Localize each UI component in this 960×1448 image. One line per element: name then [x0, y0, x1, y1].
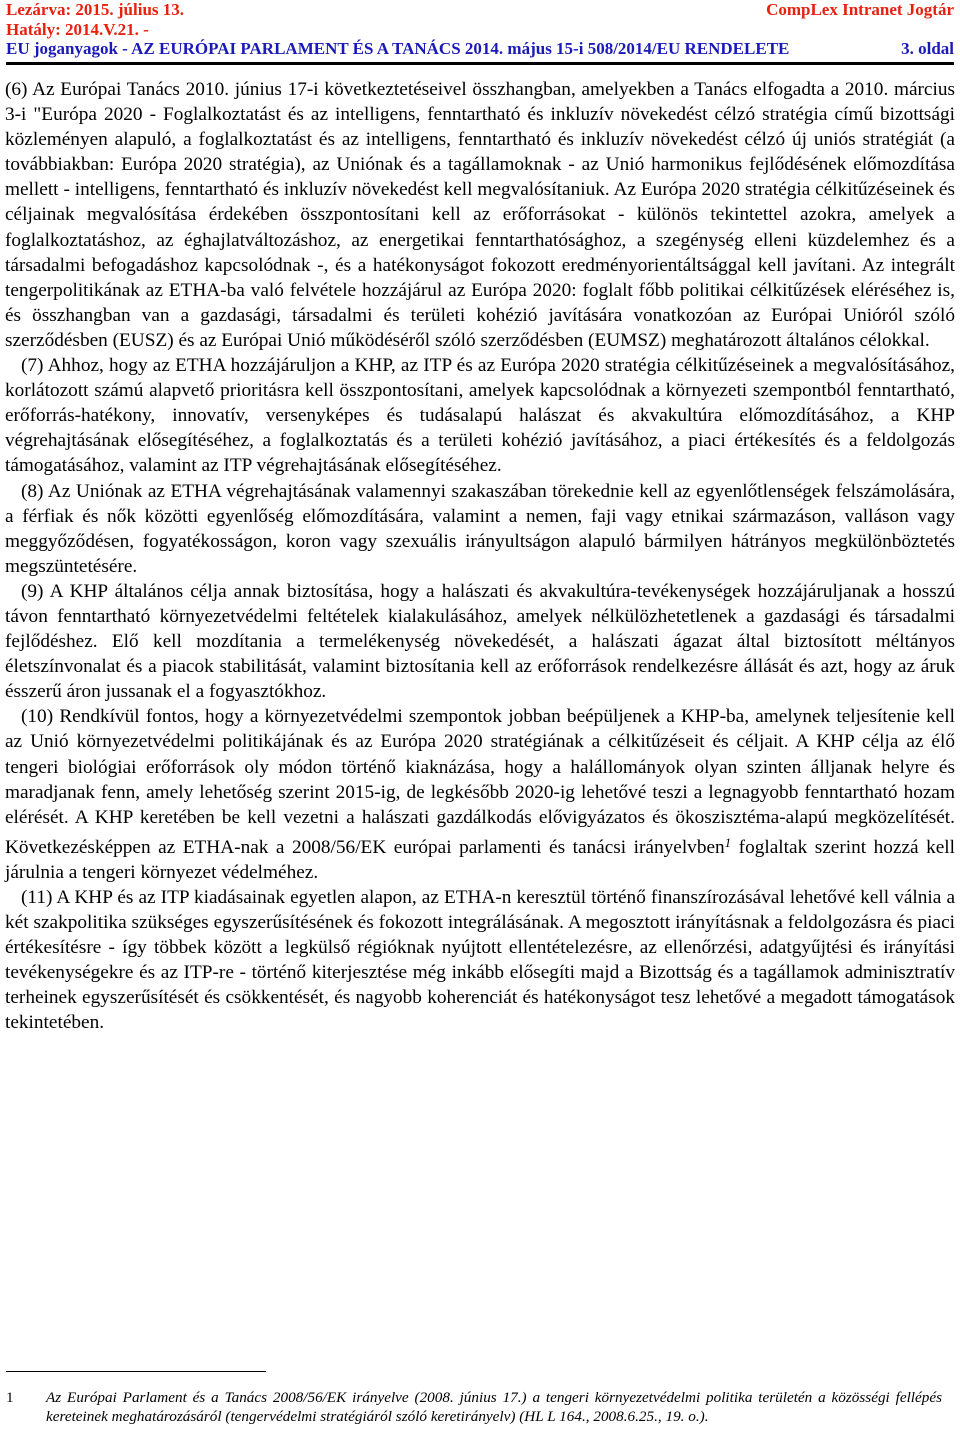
document-title: EU joganyagok - AZ EURÓPAI PARLAMENT ÉS A TANÁCS 2014. május 15-i 508/2014/EU RENDELETE: [6, 39, 790, 58]
header-divider: [6, 62, 954, 65]
paragraph-10: [5, 704, 955, 885]
page-number: 3. oldal: [901, 39, 954, 58]
paragraph-7: (7) Ahhoz, hogy az ETHA hozzájáruljon a KHP, az ITP és az Európa 2020 stratégia célkitűzéseinek a megvalósításához, korlátozott számú alapvető prioritásra kell összpontosítani, amelyek kapcsolódnak a környezeti szempontból fenntartható, erőforrás-hatékony, innovatív, versenyképes és tudásalapú halászat és akvakultúra előmozdításához, a KHP végrehajtásának elősegítéséhez, a foglalkoztatás és a területi kohézió javításához, a piaci értékesítés és a feldolgozás támogatásához, valamint az ITP végrehajtásának elősegítéséhez.: [5, 355, 955, 477]
footnote-text: Az Európai Parlament és a Tanács 2008/56/EK irányelve (2008. június 17.) a tengeri környezetvédelmi politika területén a közösségi fellépés kereteinek meghatározásáról (tengervédelmi stratégiáról szóló keretirányelv) (HL L 164., 2008.6.25., 19. o.).: [46, 1389, 942, 1425]
paragraph-6: (6) Az Európai Tanács 2010. június 17-i következtetéseivel összhangban, amelyekben a Tanács elfogadta a 2010. március 3-i "Európa 2020 - Foglalkoztatást és az intelligens, fenntartható és inkluzív növekedést célzó stratégia című bizottsági közleményen alapuló, a foglalkoztatást és az intelligens, fenntartható és inkluzív növekedést célzó új uniós stratégiát (a továbbiakban: Európa 2020 stratégia), az Uniónak és a tagállamoknak - az Unió harmonikus fejlődésének előmozdítása mellett - intelligens, fenntartható és inkluzív növekedést kell megvalósítaniuk. Az Európa 2020 stratégia célkitűzéseinek és céljainak megvalósítása érdekében összpontosítani kell az erőforrásokat - különös tekintettel azokra, amelyek a foglalkoztatáshoz, az éghajlatváltozáshoz, az energetikai fenntarthatósághoz, a szegénység elleni küzdelemhez és a társadalmi befogadáshoz kapcsolódnak -, és a hatékonyságot fokozott eredményorientáltsággal kell javítani. Az integrált tengerpolitikának az ETHA-ba való felvétele hozzájárul az Európa 2020: foglalt főbb politikai célkitűzések eléréséhez is, és összhangban van a gazdasági, társadalmi és területi kohézió javítására vonatkozóan az Európai Unióról szóló szerződésben (EUSZ) és az Európai Unió működéséről szóló szerződésben (EUMSZ) meghatározott általános célokkal.: [5, 79, 955, 351]
footnote-divider: [6, 1371, 266, 1372]
effective-date: Hatály: 2014.V.21. -: [6, 19, 149, 39]
paragraph-9: (9) A KHP általános célja annak biztosítása, hogy a halászati és akvakultúra-tevékenységek hozzájáruljanak a hosszú távon fenntartható környezetvédelmi feltételek kialakulásához, amelyek nélkülözhetetlenek a gazdasági és társadalmi fejlődéshez. Elő kell mozdítania a termelékenység növekedését, a halászati ágazat által biztosított méltányos életszínvonalat és a piacok stabilitását, valamint biztosítania kell az erőforrások rendelkezésre állását és azt, hogy az áruk ésszerű áron jussanak el a fogyasztókhoz.: [5, 580, 955, 703]
closed-date: Lezárva: 2015. július 13.: [6, 0, 185, 19]
product-name: CompLex Intranet Jogtár: [766, 0, 954, 19]
paragraph-8: (8) Az Uniónak az ETHA végrehajtásának valamennyi szakaszában törekednie kell az egyenlőtlenségek felszámolására, a férfiak és nők közötti egyenlőség előmozdítására, valamint a nemen, faji vagy etnikai származáson, valláson vagy meggyőződésen, fogyatékosságon, koron vagy szexuális irányultságon alapuló bármilyen hátrányos megkülönböztetés megszüntetésére.: [5, 480, 955, 577]
footnote-number: 1: [6, 1389, 14, 1406]
document-body: [5, 77, 955, 1036]
header-row-3: [6, 39, 954, 59]
header-row-2: [6, 20, 954, 40]
paragraph-11: (11) A KHP és az ITP kiadásainak egyetlen alapon, az ETHA-n keresztül történő finanszírozásával lehetővé kell válnia a két szakpolitika szükséges egyszerűsítésének és fokozott integrálásának. A megosztott irányításnak a feldolgozásra és piaci értékesítésre - így többek között a legkülső régióknak nyújtott ellentételezésre, az ellenőrzési, adatgyűjtési és irányítási tevékenységekre és az ITP-re - történő kiterjesztése még inkább elősegíti majd a Bizottság és a tagállamok adminisztratív terheinek egyszerűsítését és csökkentését, és nagyobb koherenciát és hatékonyságot tesz lehetővé a megadott támogatások tekintetében.: [5, 887, 955, 1034]
page-header: [6, 0, 954, 59]
paragraph-10-part-a: (10) Rendkívül fontos, hogy a környezetvédelmi szempontok jobban beépüljenek a KHP-ba, amelynek teljesítenie kell az Unió környezetvédelmi politikájának és az Európa 2020 stratégiának a célkitűzéseit és céljait. A KHP célja az élő tengeri biológiai erőforrások oly módon történő kiaknázása, hogy a halállományok olyan szinten álljanak helyre és maradjanak fenn, amely lehetőség szerint 2015-ig, de legkésőbb 2020-ig lehetővé teszi a legnagyobb fenntartható hozam elérését. A KHP keretében be kell vezetni a halászati gazdálkodás elővigyázatos és ökoszisztéma-alapú megközelítését. Következésképpen az ETHA-nak a 2008/56/EK európai parlamenti és tanácsi irányelvben: [5, 706, 955, 858]
footnote: [6, 1388, 942, 1426]
header-row-1: [6, 0, 954, 20]
paragraph-10-part-b: foglaltak szerint hozzá kell járulnia a tengeri környezet védelméhez.: [5, 836, 955, 883]
footnote-reference[interactable]: 1: [724, 834, 732, 850]
